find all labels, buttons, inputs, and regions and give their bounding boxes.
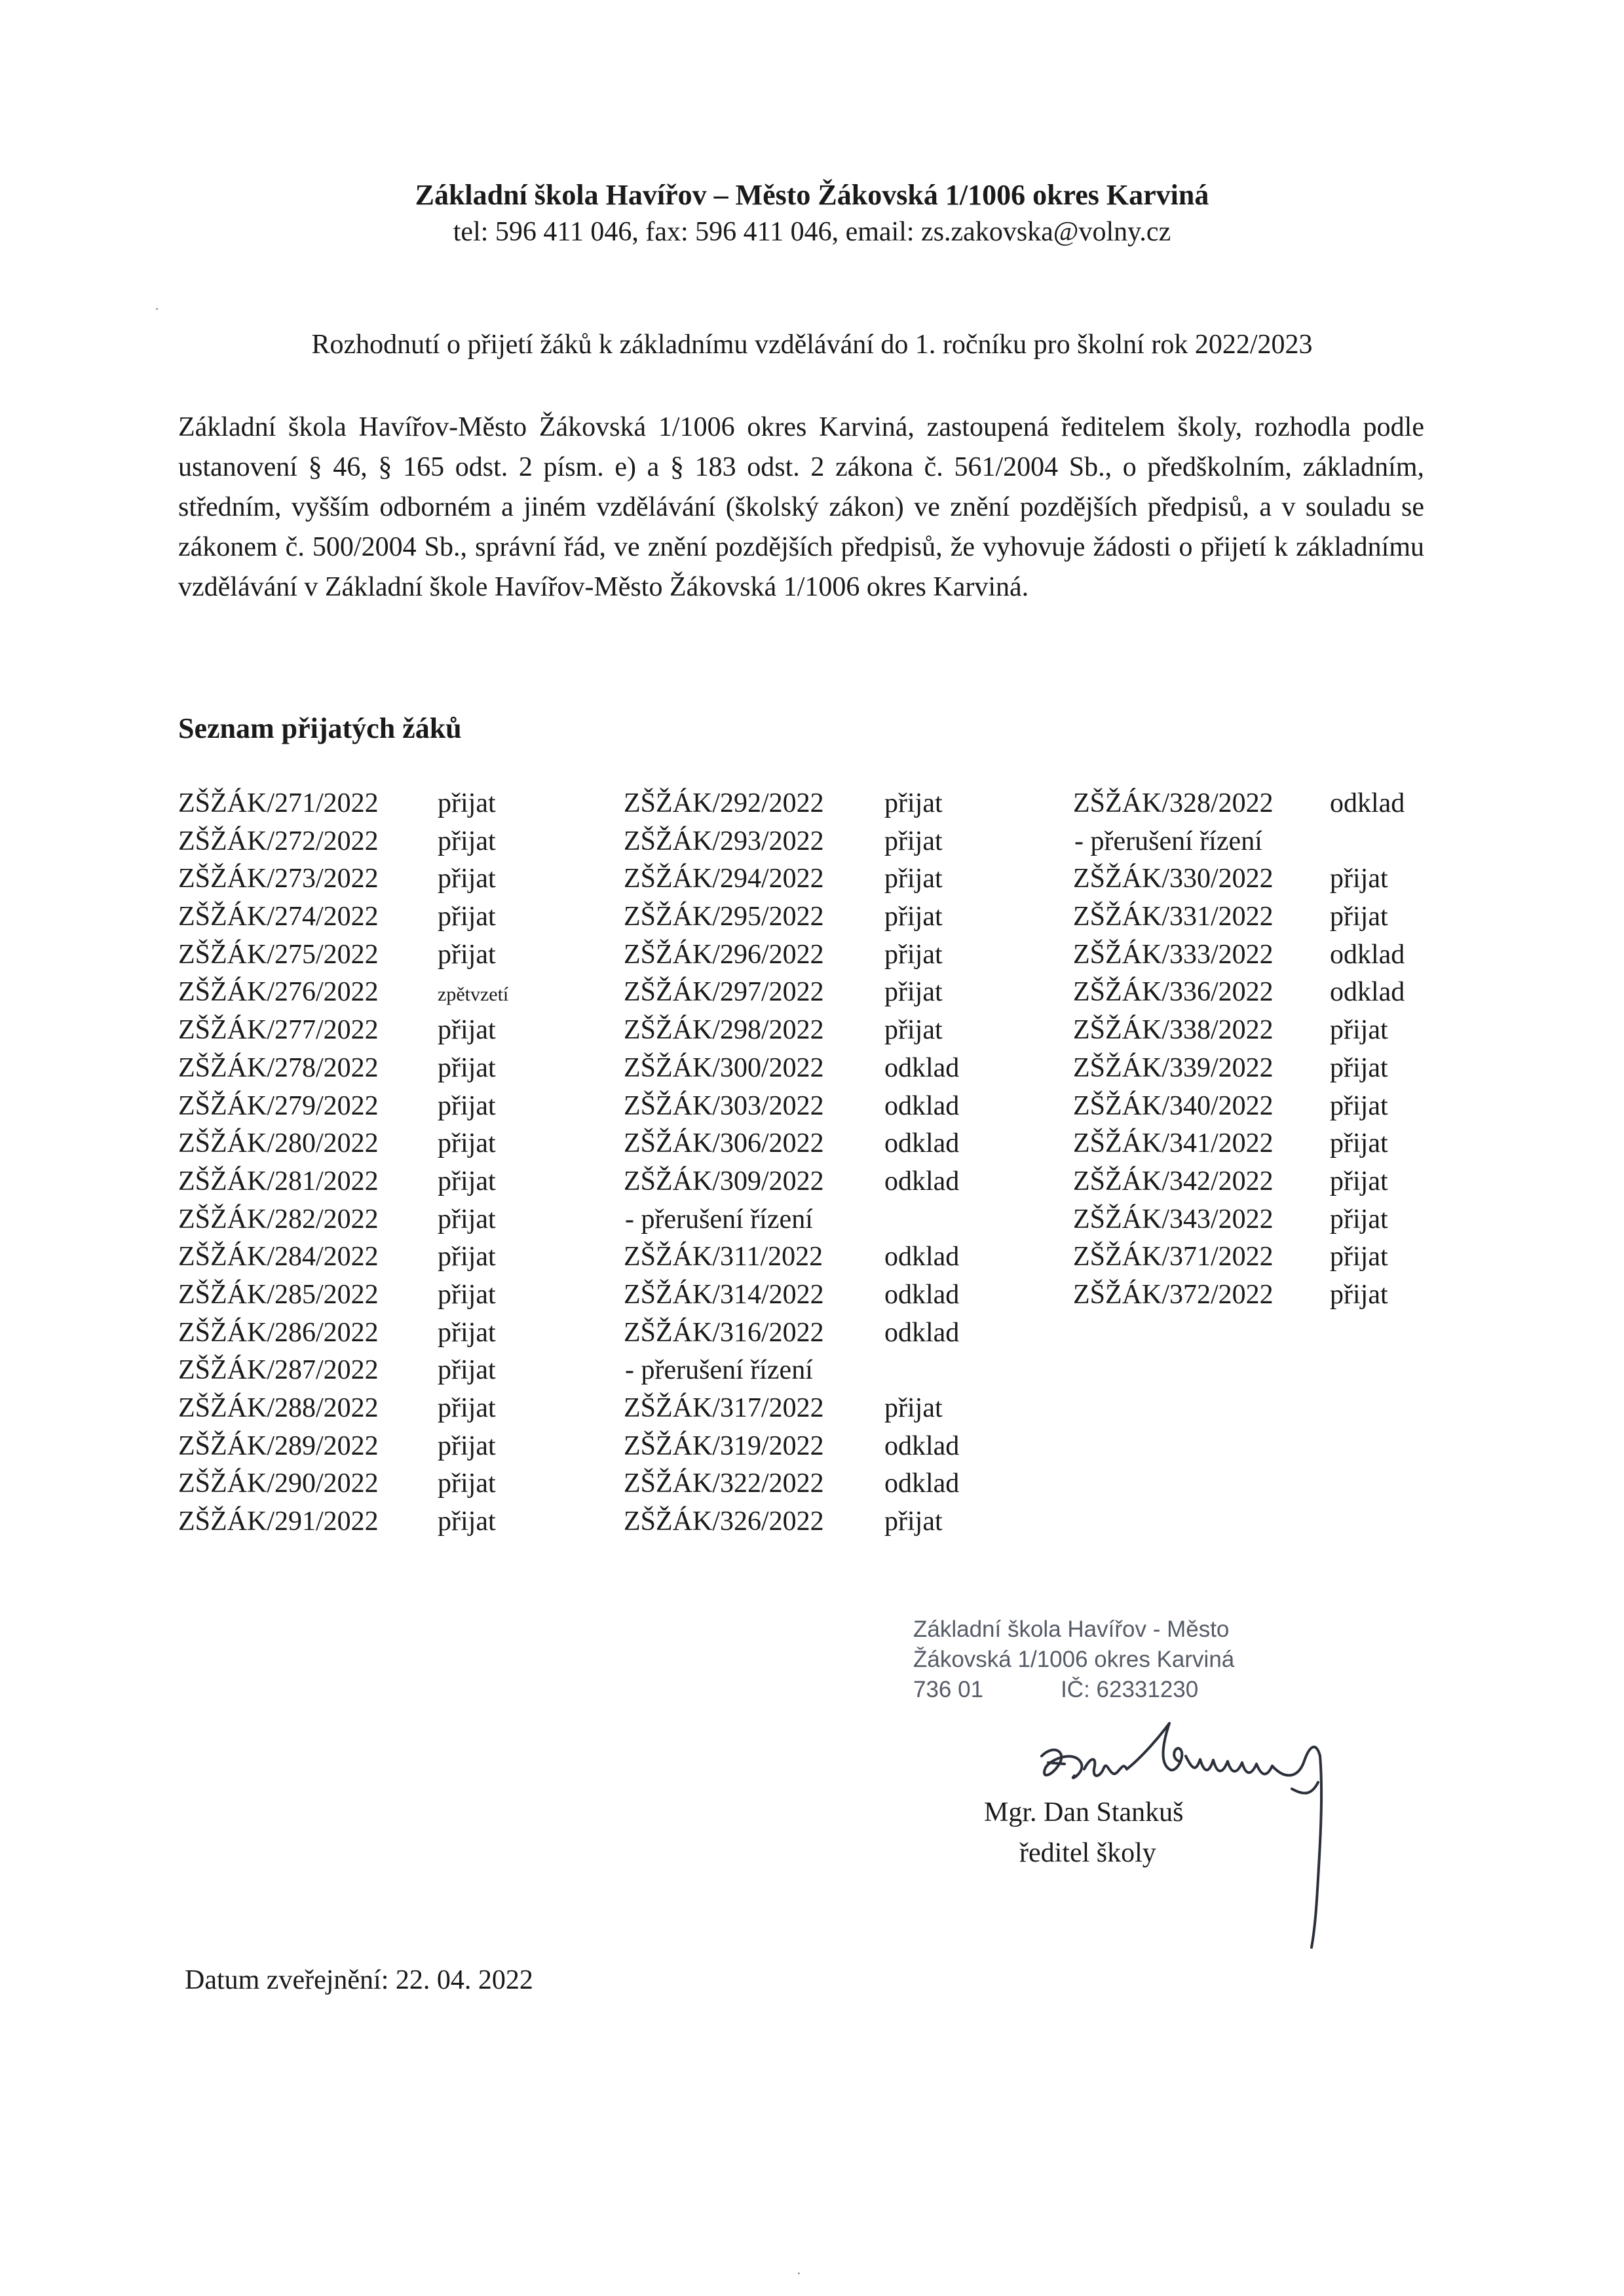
admission-status: přijat	[438, 1090, 496, 1121]
applicant-code: ZŠŽÁK/276/2022	[178, 977, 379, 1008]
applicant-code: ZŠŽÁK/296/2022	[624, 939, 824, 970]
list-item	[1073, 1050, 1405, 1088]
admitted-list-column-2	[624, 785, 959, 1541]
admitted-list-column-1	[178, 785, 508, 1541]
applicant-code: ZŠŽÁK/326/2022	[624, 1506, 824, 1537]
list-item	[178, 936, 508, 974]
publication-date: Datum zveřejnění: 22. 04. 2022	[185, 1965, 533, 1995]
admission-status: přijat	[438, 1355, 496, 1386]
admission-status: přijat	[438, 1393, 496, 1423]
admission-status: přijat	[884, 864, 943, 894]
list-item	[624, 1088, 959, 1126]
admission-status: přijat	[438, 1052, 496, 1083]
admission-status: odklad	[884, 1468, 960, 1499]
admission-status: přijat	[1330, 1242, 1388, 1272]
applicant-code: ZŠŽÁK/340/2022	[1073, 1090, 1274, 1121]
status-note: - přerušení řízení	[1074, 826, 1262, 856]
list-item	[178, 1238, 508, 1276]
admission-status: přijat	[884, 826, 943, 856]
list-item	[624, 1314, 959, 1352]
list-item	[624, 1352, 959, 1390]
admission-status: přijat	[438, 1279, 496, 1310]
applicant-code: ZŠŽÁK/371/2022	[1073, 1242, 1274, 1272]
applicant-code: ZŠŽÁK/339/2022	[1073, 1052, 1274, 1083]
applicant-code: ZŠŽÁK/294/2022	[624, 864, 824, 894]
list-item	[1073, 785, 1405, 823]
admission-status: přijat	[1330, 864, 1388, 894]
applicant-code: ZŠŽÁK/306/2022	[624, 1128, 824, 1159]
admission-status: přijat	[438, 1204, 496, 1234]
list-item	[624, 1238, 959, 1276]
list-item	[624, 1428, 959, 1466]
list-item	[178, 1201, 508, 1239]
list-item	[624, 1163, 959, 1201]
applicant-code: ZŠŽÁK/298/2022	[624, 1015, 824, 1046]
applicant-code: ZŠŽÁK/314/2022	[624, 1279, 824, 1310]
applicant-code: ZŠŽÁK/343/2022	[1073, 1204, 1274, 1234]
list-item	[624, 1012, 959, 1050]
list-item	[178, 898, 508, 936]
applicant-code: ZŠŽÁK/289/2022	[178, 1430, 379, 1461]
applicant-code: ZŠŽÁK/281/2022	[178, 1166, 379, 1196]
list-item	[178, 1125, 508, 1163]
applicant-code: ZŠŽÁK/279/2022	[178, 1090, 379, 1121]
admission-status: přijat	[884, 1015, 943, 1046]
applicant-code: ZŠŽÁK/309/2022	[624, 1166, 824, 1196]
admission-status: přijat	[438, 902, 496, 932]
applicant-code: ZŠŽÁK/273/2022	[178, 864, 379, 894]
status-note: - přerušení řízení	[625, 1355, 813, 1386]
admission-status: zpětvzetí	[438, 984, 509, 1006]
list-item	[1073, 1088, 1405, 1126]
admission-status: přijat	[884, 977, 943, 1008]
applicant-code: ZŠŽÁK/331/2022	[1073, 902, 1274, 932]
admitted-list-column-3	[1073, 785, 1405, 1314]
school-contact-line: tel: 596 411 046, fax: 596 411 046, email: zs.zakovska@volny.cz	[453, 217, 1171, 247]
list-item	[178, 1050, 508, 1088]
admission-status: přijat	[438, 1430, 496, 1461]
list-item	[1073, 1201, 1405, 1239]
applicant-code: ZŠŽÁK/282/2022	[178, 1204, 379, 1234]
list-item	[1073, 1276, 1405, 1314]
list-item	[1073, 898, 1405, 936]
list-item	[178, 785, 508, 823]
school-stamp	[913, 1615, 1234, 1705]
admission-status: odklad	[884, 1279, 960, 1310]
list-item	[624, 1390, 959, 1428]
list-item	[624, 898, 959, 936]
list-item	[624, 1503, 959, 1541]
applicant-code: ZŠŽÁK/341/2022	[1073, 1128, 1274, 1159]
list-item	[178, 1390, 508, 1428]
admission-status: přijat	[1330, 1090, 1388, 1121]
list-item	[178, 1503, 508, 1541]
applicant-code: ZŠŽÁK/284/2022	[178, 1242, 379, 1272]
applicant-code: ZŠŽÁK/328/2022	[1073, 788, 1274, 818]
applicant-code: ZŠŽÁK/290/2022	[178, 1468, 379, 1499]
applicant-code: ZŠŽÁK/342/2022	[1073, 1166, 1274, 1196]
list-item	[1073, 1238, 1405, 1276]
applicant-code: ZŠŽÁK/319/2022	[624, 1430, 824, 1461]
admission-status: přijat	[884, 1393, 943, 1423]
admission-status: přijat	[438, 826, 496, 856]
list-item	[624, 974, 959, 1012]
admission-status: odklad	[1330, 977, 1405, 1008]
applicant-code: ZŠŽÁK/287/2022	[178, 1355, 379, 1386]
admission-status: přijat	[1330, 1052, 1388, 1083]
admission-status: odklad	[884, 1430, 960, 1461]
applicant-code: ZŠŽÁK/280/2022	[178, 1128, 379, 1159]
signer-name: Mgr. Dan Stankuš	[984, 1797, 1184, 1827]
admission-status: přijat	[1330, 1279, 1388, 1310]
status-note: - přerušení řízení	[625, 1204, 813, 1234]
admission-status: přijat	[884, 902, 943, 932]
list-item	[178, 823, 508, 861]
list-item	[624, 1276, 959, 1314]
list-item	[624, 785, 959, 823]
list-item	[178, 1465, 508, 1503]
applicant-code: ZŠŽÁK/300/2022	[624, 1052, 824, 1083]
applicant-code: ZŠŽÁK/336/2022	[1073, 977, 1274, 1008]
applicant-code: ZŠŽÁK/311/2022	[624, 1242, 823, 1272]
admission-status: přijat	[884, 788, 943, 818]
applicant-code: ZŠŽÁK/285/2022	[178, 1279, 379, 1310]
admission-status: odklad	[884, 1128, 960, 1159]
list-item	[178, 1012, 508, 1050]
signer-role: ředitel školy	[1019, 1838, 1156, 1868]
applicant-code: ZŠŽÁK/316/2022	[624, 1317, 824, 1348]
applicant-code: ZŠŽÁK/333/2022	[1073, 939, 1274, 970]
applicant-code: ZŠŽÁK/286/2022	[178, 1317, 379, 1348]
scan-speck	[798, 2272, 800, 2274]
admission-status: přijat	[438, 1317, 496, 1348]
admission-status: přijat	[1330, 1015, 1388, 1046]
list-item	[1073, 1125, 1405, 1163]
admission-status: odklad	[1330, 939, 1405, 970]
admission-status: přijat	[438, 1468, 496, 1499]
applicant-code: ZŠŽÁK/291/2022	[178, 1506, 379, 1537]
list-item	[1073, 823, 1405, 861]
decision-body-text: Základní škola Havířov-Město Žákovská 1/1006 okres Karviná, zastoupená ředitelem školy, rozhodla podle ustanovení § 46, § 165 odst. 2 písm. e) a § 183 odst. 2 zákona č. 561/2004 Sb., o předškolním, základním, středním, vyšším odborném a jiném vzdělávání (školský zákon) ve znění pozdějších předpisů, a v souladu se zákonem č. 500/2004 Sb., správní řád, ve znění pozdějších předpisů, že vyhovuje žádosti o přijetí k základnímu vzdělávání v Základní škole Havířov-Město Žákovská 1/1006 okres Karviná.	[178, 412, 1424, 602]
list-item	[624, 1125, 959, 1163]
admission-status: přijat	[438, 939, 496, 970]
admission-status: přijat	[884, 1506, 943, 1537]
stamp-line-school: Základní škola Havířov - Město	[913, 1617, 1230, 1642]
admission-status: přijat	[1330, 1166, 1388, 1196]
list-item	[624, 1050, 959, 1088]
list-item	[1073, 1163, 1405, 1201]
applicant-code: ZŠŽÁK/372/2022	[1073, 1279, 1274, 1310]
admission-status: přijat	[438, 1015, 496, 1046]
admission-status: odklad	[884, 1242, 960, 1272]
applicant-code: ZŠŽÁK/297/2022	[624, 977, 824, 1008]
admission-status: přijat	[438, 1242, 496, 1272]
applicant-code: ZŠŽÁK/278/2022	[178, 1052, 379, 1083]
admission-status: odklad	[884, 1052, 960, 1083]
applicant-code: ZŠŽÁK/293/2022	[624, 826, 824, 856]
admission-status: přijat	[438, 1166, 496, 1196]
list-item	[178, 1276, 508, 1314]
list-item	[1073, 974, 1405, 1012]
admission-status: odklad	[884, 1317, 960, 1348]
list-item	[178, 1314, 508, 1352]
list-item	[178, 1428, 508, 1466]
list-item	[1073, 860, 1405, 898]
list-item	[1073, 1012, 1405, 1050]
list-item	[1073, 936, 1405, 974]
applicant-code: ZŠŽÁK/271/2022	[178, 788, 379, 818]
applicant-code: ZŠŽÁK/322/2022	[624, 1468, 824, 1499]
applicant-code: ZŠŽÁK/303/2022	[624, 1090, 824, 1121]
applicant-code: ZŠŽÁK/288/2022	[178, 1393, 379, 1423]
school-name-heading: Základní škola Havířov – Město Žákovská 1/1006 okres Karviná	[415, 179, 1209, 211]
stamp-line-ids	[913, 1675, 1234, 1705]
stamp-postcode: 736 01	[913, 1677, 984, 1702]
list-item	[624, 936, 959, 974]
decision-title: Rozhodnutí o přijetí žáků k základnímu vzdělávání do 1. ročníku pro školní rok 2022/2023	[311, 330, 1313, 360]
applicant-code: ZŠŽÁK/317/2022	[624, 1393, 824, 1423]
list-item	[178, 860, 508, 898]
list-item	[624, 823, 959, 861]
applicant-code: ZŠŽÁK/295/2022	[624, 902, 824, 932]
list-item	[178, 1163, 508, 1201]
stamp-line-address: Žákovská 1/1006 okres Karviná	[913, 1647, 1235, 1672]
admission-status: přijat	[438, 1506, 496, 1537]
list-item	[624, 1465, 959, 1503]
applicant-code: ZŠŽÁK/275/2022	[178, 939, 379, 970]
list-item	[178, 1352, 508, 1390]
list-item	[178, 1088, 508, 1126]
applicant-code: ZŠŽÁK/277/2022	[178, 1015, 379, 1046]
applicant-code: ZŠŽÁK/330/2022	[1073, 864, 1274, 894]
stamp-ic: IČ: 62331230	[1061, 1677, 1199, 1702]
list-item	[178, 974, 508, 1012]
scan-speck	[156, 308, 158, 310]
list-item	[624, 860, 959, 898]
admission-status: přijat	[438, 788, 496, 818]
admitted-list-heading: Seznam přijatých žáků	[178, 712, 462, 744]
admission-status: odklad	[884, 1090, 960, 1121]
applicant-code: ZŠŽÁK/274/2022	[178, 902, 379, 932]
admission-status: přijat	[438, 864, 496, 894]
applicant-code: ZŠŽÁK/272/2022	[178, 826, 379, 856]
admission-status: přijat	[1330, 1204, 1388, 1234]
admission-status: přijat	[1330, 1128, 1388, 1159]
list-item	[624, 1201, 959, 1239]
applicant-code: ZŠŽÁK/292/2022	[624, 788, 824, 818]
admission-status: přijat	[884, 939, 943, 970]
admission-status: přijat	[438, 1128, 496, 1159]
admission-status: odklad	[1330, 788, 1405, 818]
applicant-code: ZŠŽÁK/338/2022	[1073, 1015, 1274, 1046]
admission-status: přijat	[1330, 902, 1388, 932]
admission-status: odklad	[884, 1166, 960, 1196]
